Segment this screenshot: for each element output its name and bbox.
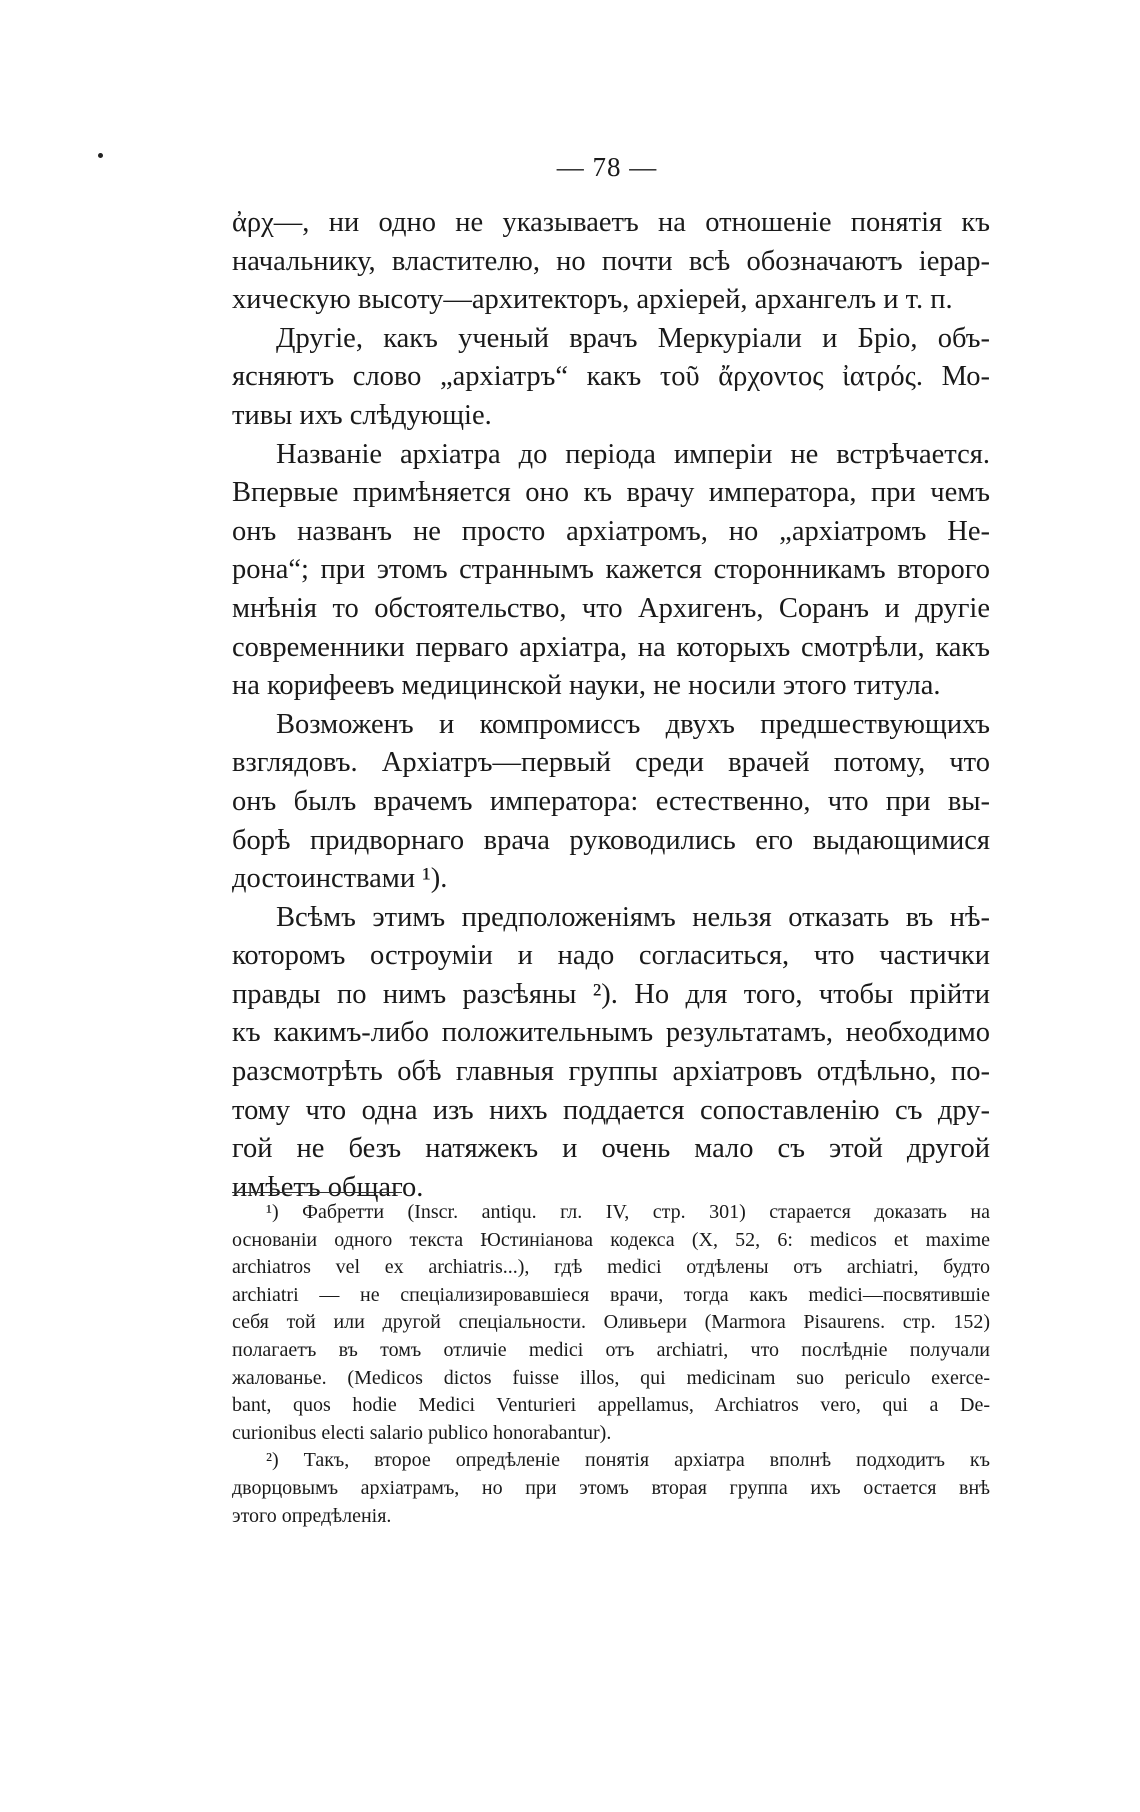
- body-line: тому что одна изъ нихъ поддается сопоставленію съ дру-: [232, 1094, 990, 1126]
- body-line: къ какимъ-либо положительнымъ результатамъ, необходимо: [232, 1017, 990, 1049]
- page-number: — 78 —: [556, 152, 658, 182]
- footnote-line: bant, quos hodie Medici Venturieri appellamus, Archiatros vero, qui a De-: [232, 1394, 990, 1417]
- body-line: правды по нимъ разсѣяны ²). Но для того, чтобы прійти: [232, 978, 990, 1010]
- footnote-line: archiatri — не спеціализировавшіеся врачи, тогда какъ medici—посвятившіе: [232, 1283, 990, 1306]
- footnote-line: archiatros vel ex archiatris...), гдѣ medici отдѣлены отъ archiatri, будто: [232, 1256, 990, 1279]
- footnote-line: себя той или другой спеціальности. Оливьери (Marmora Pisaurens. стр. 152): [232, 1311, 990, 1334]
- body-line: на корифеевъ медицинской науки, не носили этого титула.: [232, 670, 941, 702]
- body-line: Всѣмъ этимъ предположеніямъ нельзя отказать въ нѣ-: [276, 901, 990, 933]
- footnote-line: жалованье. (Medicos dictos fuisse illos, qui medicinam suo periculo exerce-: [232, 1366, 990, 1389]
- body-line: ясняютъ слово „архіатръ“ какъ τοῦ ἄρχοντος ἰατρός. Мо-: [232, 361, 990, 393]
- body-line: Возможенъ и компромиссъ двухъ предшествующихъ: [276, 708, 990, 740]
- body-line: онъ названъ не просто архіатромъ, но „архіатромъ Не-: [232, 515, 990, 547]
- body-line: тивы ихъ слѣдующіе.: [232, 399, 492, 431]
- body-line: рона“; при этомъ страннымъ кажется сторонникамъ второго: [232, 554, 990, 586]
- body-line: онъ былъ врачемъ императора: естественно, что при вы-: [232, 785, 990, 817]
- footnotes: [232, 1199, 990, 1530]
- footnote-line: основаніи одного текста Юстиніанова кодекса (X, 52, 6: medicos et maxime: [232, 1228, 990, 1251]
- body-line: современники перваго архіатра, на которыхъ смотрѣли, какъ: [232, 631, 990, 663]
- body-line: борѣ придворнаго врача руководились его выдающимися: [232, 824, 990, 856]
- footnote-line: ²) Такъ, второе опредѣленіе понятія архіатра вполнѣ подходитъ къ: [266, 1449, 990, 1472]
- footnote-line: ¹) Фабретти (Inscr. antiqu. гл. IV, стр. 301) старается доказать на: [266, 1201, 990, 1223]
- body-line: гой не безъ натяжекъ и очень мало съ этой другой: [232, 1133, 990, 1165]
- body-line: Впервые примѣняется оно къ врачу императора, при чемъ: [232, 477, 990, 509]
- footnote-line: curionibus electi salario publico honorabantur).: [232, 1421, 612, 1444]
- body-line: разсмотрѣть обѣ главныя группы архіатровъ отдѣльно, по-: [232, 1056, 990, 1088]
- body-line: мнѣнія то обстоятельство, что Архигенъ, Соранъ и другіе: [232, 592, 990, 624]
- body-line: Другіе, какъ ученый врачъ Меркуріали и Бріо, объ-: [276, 322, 990, 354]
- main-text: [232, 204, 990, 1207]
- body-line: ἀρχ—, ни одно не указываетъ на отношеніе понятія къ: [232, 207, 990, 238]
- body-line: начальнику, властителю, но почти всѣ обозначаютъ іерар-: [232, 245, 990, 277]
- footnote-divider: [232, 1192, 402, 1193]
- body-line: взглядовъ. Архіатръ—первый среди врачей потому, что: [232, 747, 990, 779]
- body-line: имѣетъ общаго.: [232, 1171, 424, 1203]
- body-line: достоинствами ¹).: [232, 863, 448, 895]
- footnote-line: этого опредѣленія.: [232, 1504, 392, 1527]
- footnote-line: дворцовымъ архіатрамъ, но при этомъ вторая группа ихъ остается внѣ: [232, 1476, 990, 1499]
- body-line: Названіе архіатра до періода имперіи не встрѣчается.: [276, 438, 990, 470]
- body-line: хическую высоту—архитекторъ, архіерей, архангелъ и т. п.: [232, 284, 953, 316]
- footnote-line: полагаетъ въ томъ отличіе medici отъ archiatri, что послѣдніе получали: [232, 1338, 990, 1361]
- body-line: которомъ остроуміи и надо согласиться, что частички: [232, 940, 990, 972]
